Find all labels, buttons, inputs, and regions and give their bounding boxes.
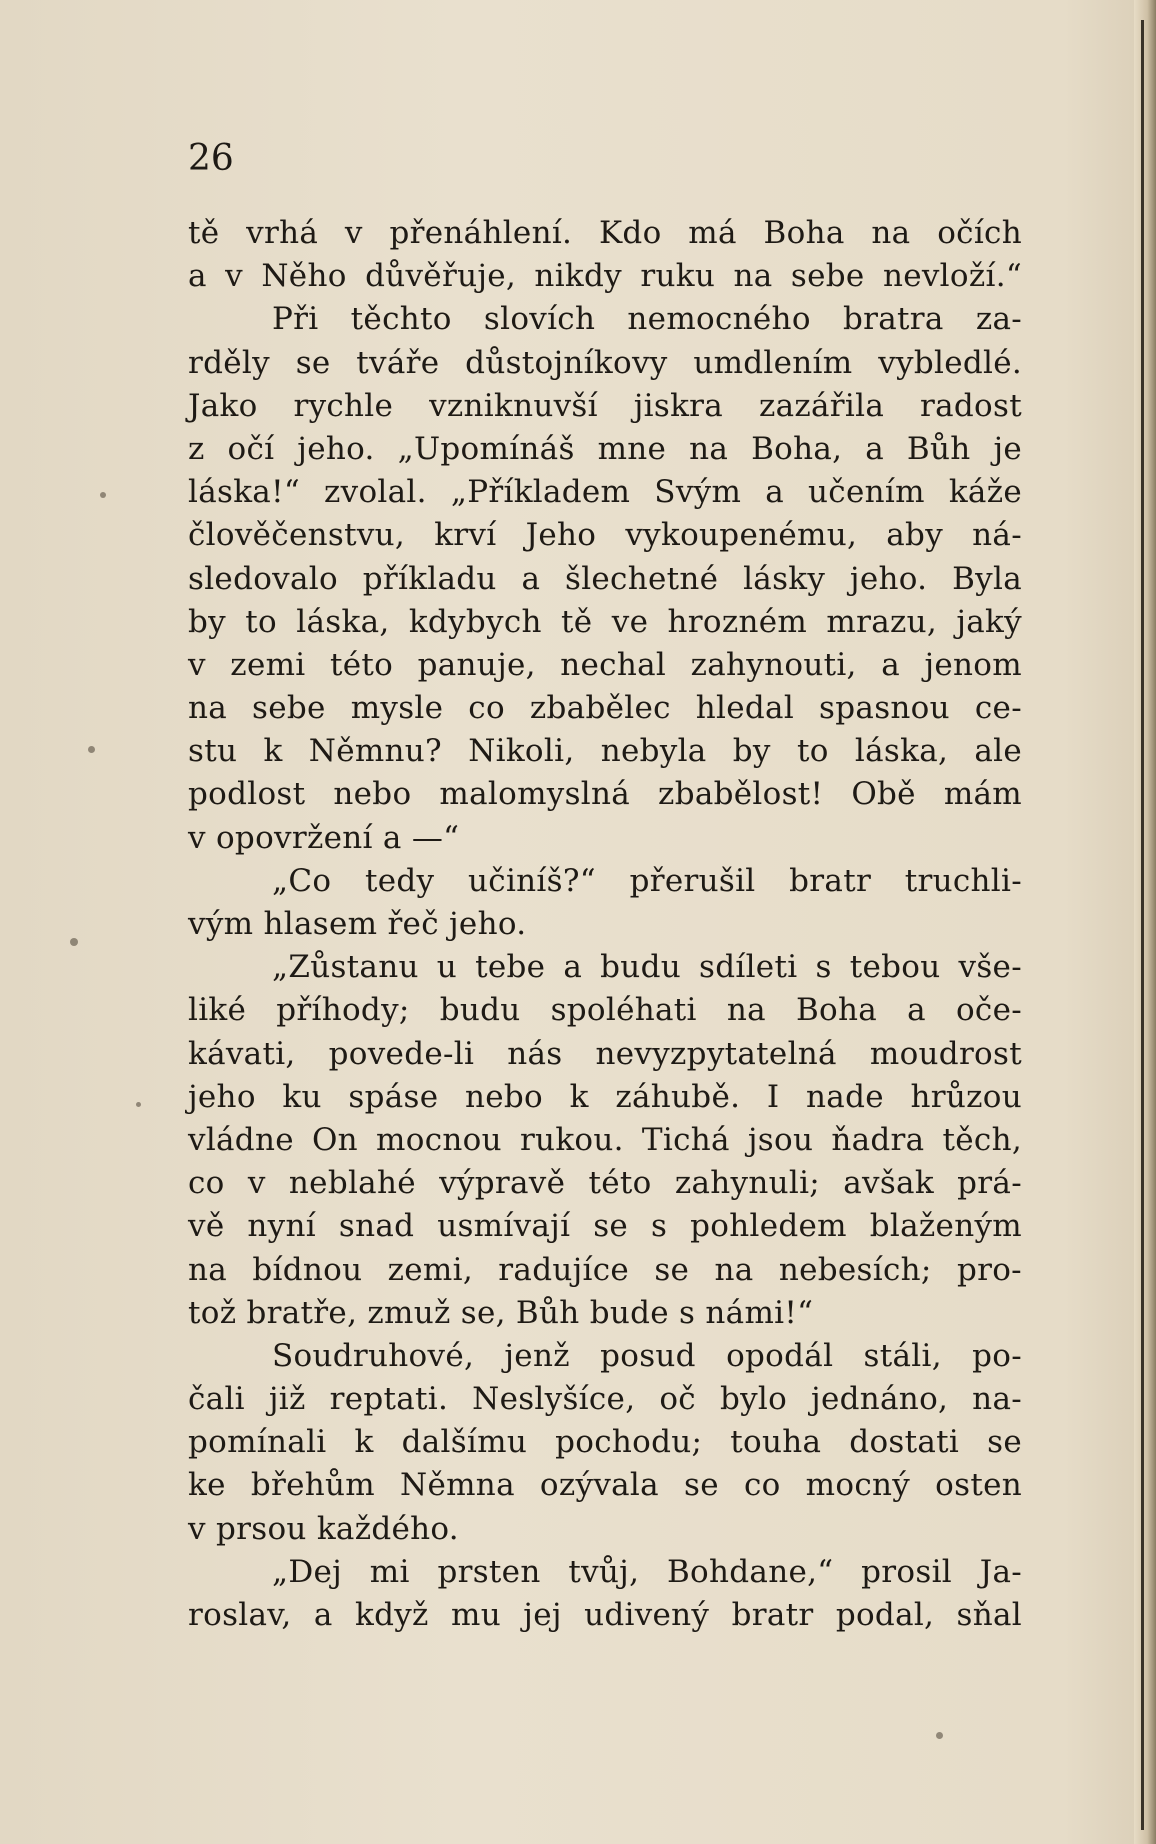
page-number: 26 bbox=[188, 138, 234, 179]
paper-speck bbox=[936, 1732, 943, 1739]
text-line: pomínali k dalšímu pochodu; touha dostati se bbox=[188, 1424, 1022, 1461]
text-line: tě vrhá v přenáhlení. Kdo má Boha na očích bbox=[188, 215, 1022, 251]
paper-speck bbox=[136, 1102, 141, 1107]
text-line: Soudruhové, jenž posud opodál stáli, po- bbox=[272, 1337, 1023, 1374]
text-line: Jako rychle vzniknuvší jiskra zazářila radost bbox=[188, 387, 1022, 424]
text-line: v prsou každého. bbox=[188, 1510, 459, 1547]
text-line: čali již reptati. Neslyšíce, oč bylo jednáno, na- bbox=[188, 1381, 1022, 1418]
page-edge bbox=[1134, 0, 1156, 1844]
text-line: jeho ku spáse nebo k záhubě. I nade hrůzou bbox=[188, 1078, 1023, 1115]
text-line: ke břehům Němna ozývala se co mocný osten bbox=[188, 1467, 1022, 1504]
text-line: člověčenstvu, krví Jeho vykoupenému, aby ná- bbox=[188, 517, 1022, 554]
paper-speck bbox=[70, 938, 78, 946]
paper-speck bbox=[100, 492, 106, 498]
text-line: „Zůstanu u tebe a budu sdíleti s tebou vše- bbox=[272, 949, 1022, 986]
text-line: láska!“ zvolal. „Příkladem Svým a učením káže bbox=[188, 474, 1022, 511]
text-line: kávati, povede-li nás nevyzpytatelná moudrost bbox=[188, 1035, 1022, 1072]
text-line: tož bratře, zmuž se, Bůh bude s námi!“ bbox=[188, 1294, 814, 1331]
text-line: stu k Němnu? Nikoli, nebyla by to láska, ale bbox=[188, 733, 1023, 770]
body-text bbox=[188, 212, 1022, 1637]
text-line: vě nyní snad usmívají se s pohledem blaženým bbox=[188, 1208, 1022, 1245]
text-line: „Co tedy učiníš?“ přerušil bratr truchli- bbox=[272, 862, 1022, 899]
text-line: v zemi této panuje, nechal zahynouti, a jenom bbox=[188, 646, 1022, 683]
text-line: v opovržení a —“ bbox=[188, 819, 460, 856]
text-line: „Dej mi prsten tvůj, Bohdane,“ prosil Ja- bbox=[272, 1553, 1023, 1590]
paper-speck bbox=[88, 746, 95, 753]
page-edge-line bbox=[1141, 20, 1144, 1830]
text-line: co v neblahé výpravě této zahynuli; avšak prá- bbox=[188, 1165, 1022, 1202]
text-line: sledovalo příkladu a šlechetné lásky jeho. Byla bbox=[188, 560, 1022, 597]
text-line: z očí jeho. „Upomínáš mne na Boha, a Bůh je bbox=[188, 430, 1023, 467]
text-line: rděly se tváře důstojníkovy umdlením vybledlé. bbox=[188, 344, 1023, 381]
text-line: liké příhody; budu spoléhati na Boha a oče- bbox=[188, 992, 1022, 1029]
text-line: roslav, a když mu jej udivený bratr podal, sňal bbox=[188, 1597, 1023, 1633]
text-line: a v Něho důvěřuje, nikdy ruku na sebe nevloží.“ bbox=[188, 258, 1023, 295]
text-line: vládne On mocnou rukou. Tichá jsou ňadra těch, bbox=[188, 1121, 1022, 1158]
text-line: Při těchto slovích nemocného bratra za- bbox=[272, 301, 1023, 338]
text-line: podlost nebo malomyslná zbabělost! Obě mám bbox=[188, 776, 1022, 813]
text-line: na sebe mysle co zbabělec hledal spasnou ce- bbox=[188, 690, 1022, 727]
text-line: by to láska, kdybych tě ve hrozném mrazu, jaký bbox=[188, 603, 1022, 640]
text-line: na bídnou zemi, radujíce se na nebesích; pro- bbox=[188, 1251, 1022, 1288]
text-line: vým hlasem řeč jeho. bbox=[188, 906, 527, 942]
